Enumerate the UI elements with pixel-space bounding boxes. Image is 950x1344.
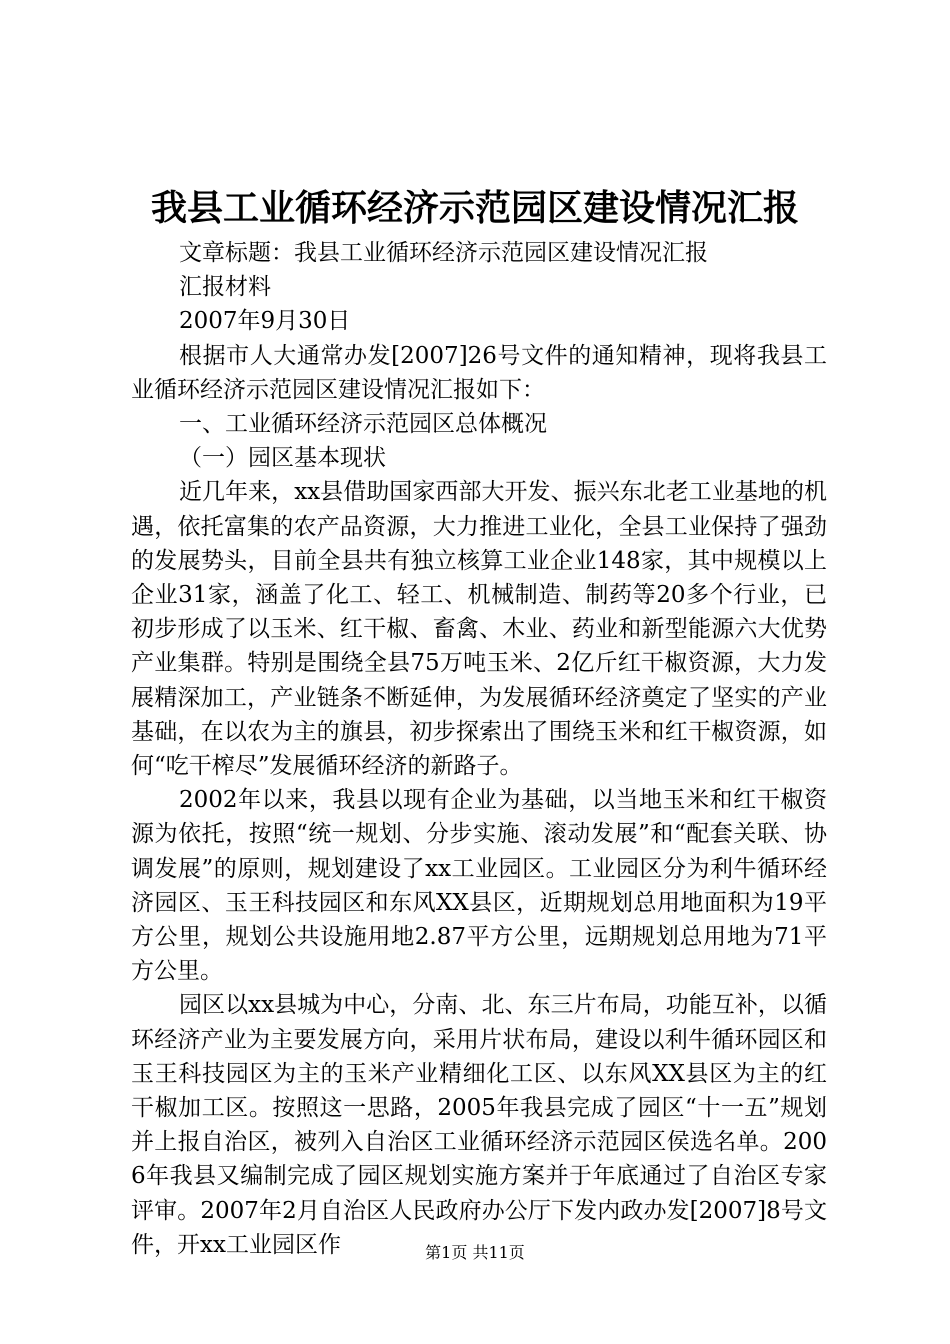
body-paragraph: 2002年以来，我县以现有企业为基础，以当地玉米和红干椒资源为依托，按照“统一规划、分步实施、滚动发展”和“配套关联、协调发展”的原则，规划建设了xx工业园区。工业园区分为利牛循环经济园区、玉王科技园区和东风XX县区，近期规划总用地面积为19平方公里，规划公共设施用地2.87平方公里，远期规划总用地为71平方公里。 (131, 787, 827, 985)
body-paragraph: 园区以xx县城为中心，分南、北、东三片布局，功能互补，以循环经济产业为主要发展方向，采用片状布局，建设以利牛循环园区和玉王科技园区为主的玉米产业精细化工区、以东风XX县区为主的红干椒加工区。按照这一思路，2005年我县完成了园区“十一五”规划并上报自治区，被列入自治区工业循环经济示范园区侯选名单。2006年我县又编制完成了园区规划实施方案并于年底通过了自治区专家评审。2007年2月自治区人民政府办公厅下发内政办发[2007]8号文件，开xx工业园区作 (131, 992, 827, 1258)
subsection-heading: （一）园区基本现状 (179, 445, 386, 472)
article-title-line: 文章标题：我县工业循环经济示范园区建设情况汇报 (179, 240, 708, 266)
section-heading: 一、工业循环经济示范园区总体概况 (179, 411, 547, 438)
material-type-line: 汇报材料 (179, 274, 271, 301)
body-paragraph: 近几年来，xx县借助国家西部大开发、振兴东北老工业基地的机遇，依托富集的农产品资源，大力推进工业化，全县工业保持了强劲的发展势头，目前全县共有独立核算工业企业148家，其中规模以上企业31家，涵盖了化工、轻工、机械制造、制药等20多个行业，已初步形成了以玉米、红干椒、畜禽、木业、药业和新型能源六大优势产业集群。特别是围绕全县75万吨玉米、2亿斤红干椒资源，大力发展精深加工，产业链条不断延伸，为发展循环经济奠定了坚实的产业基础，在以农为主的旗县，初步探索出了围绕玉米和红干椒资源，如何“吃干榨尽”发展循环经济的新路子。 (131, 479, 827, 780)
date-line: 2007年9月30日 (179, 308, 351, 335)
body-paragraph: 根据市人大通常办发[2007]26号文件的通知精神，现将我县工业循环经济示范园区建设情况汇报如下： (131, 342, 827, 403)
document-body (131, 236, 827, 1262)
document-title: 我县工业循环经济示范园区建设情况汇报 (150, 187, 799, 229)
page-footer: 第1页 共11页 (425, 1243, 525, 1262)
